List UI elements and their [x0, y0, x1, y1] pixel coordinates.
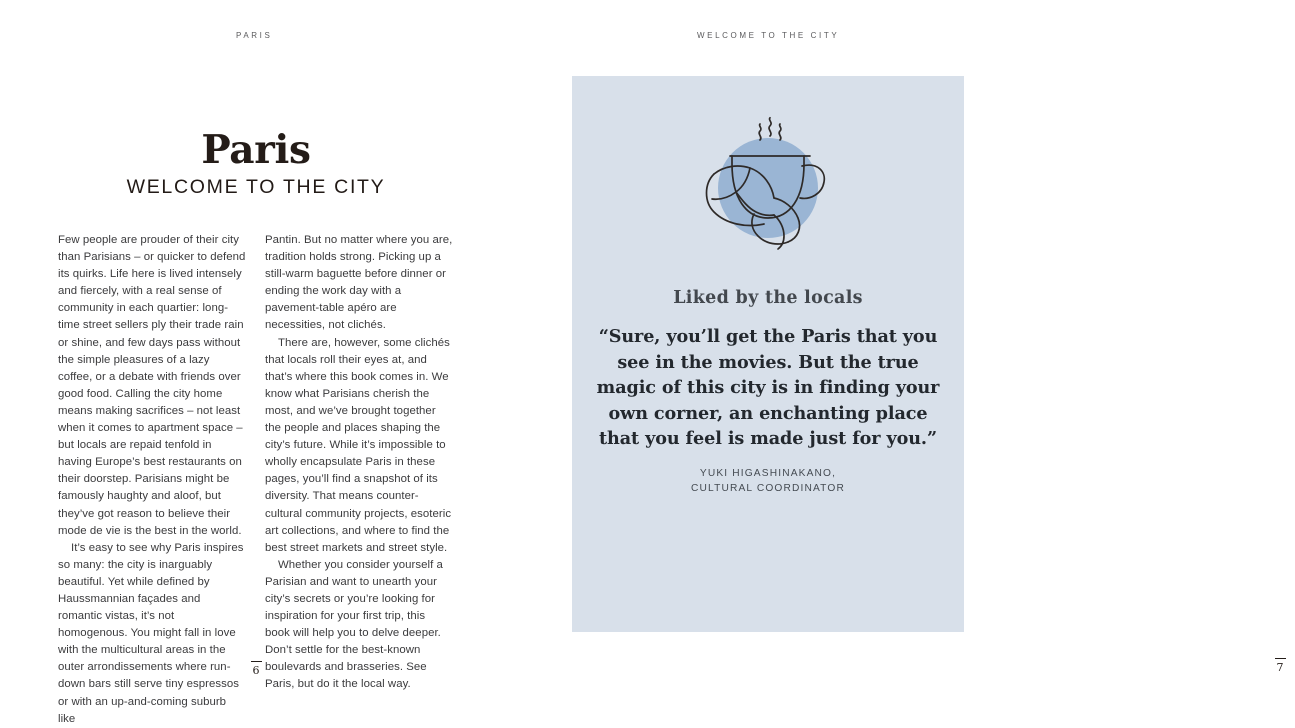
quote-panel: [572, 76, 964, 632]
paragraph: Pantin. But no matter where you are, tradition holds strong. Picking up a still-warm baguette before dinner or ending the work day with a pavement-table apéro are necessities, not clichés.: [265, 234, 453, 332]
quote-heading: Liked by the locals: [673, 288, 863, 308]
attribution-name: YUKI HIGASHINAKANO,: [699, 468, 837, 479]
page-number-left: [241, 661, 271, 677]
paragraph: It’s easy to see why Paris inspires so many: the city is inarguably beautiful. Yet while defined by Haussmannian façades and romantic vistas, it’s not homogenous. You might fall in love with the multicultural areas in the outer arrondissements where run-down bars still serve tiny espressos or with an up-and-coming suburb like: [58, 541, 244, 725]
folio-rule: [1275, 658, 1286, 659]
paragraph: There are, however, some clichés that locals roll their eyes at, and that’s where this book comes in. We know what Parisians cherish the most, and we’ve brought together the people and places shaping the city’s future. While it’s impossible to wholly encapsulate Paris in these pages, you’ll find a snapshot of its diversity. That means counter-cultural community projects, esoteric art collections, and where to find the best street markets and street style.: [265, 336, 452, 554]
body-column-2: [265, 232, 453, 728]
left-page: [0, 0, 512, 725]
quote-line: magic of this city is in finding your: [596, 377, 940, 398]
paragraph: Whether you consider yourself a Parisian and want to unearth your city’s secrets or you’re looking for inspiration for your first trip, this book will help you to delve deeper. Don’t settle for the best-known boulevards and brasseries. See Paris, but do it the local way.: [265, 558, 443, 691]
page-number-text: 6: [252, 664, 260, 677]
quote-line: see in the movies. But the true: [617, 351, 919, 373]
right-page: [512, 0, 1284, 706]
pull-quote: [590, 324, 946, 452]
page-title-text: Paris: [187, 127, 324, 173]
paragraph: Few people are prouder of their city than Parisians – or quicker to defend its quirks. Life here is lived intensely and fiercely, with a real sense of community in each quartier: long-time street sellers ply their trade rain or shine, and few days pass without the simple pleasures of a lazy coffee, or a debate with friends over good food. Calling the city home means making sacrifices – not least when it comes to apartment space – but locals are repaid tenfold in having Europe’s best restaurants on their doorstep. Parisians might be famously haughty and aloof, but they’ve got reason to believe their mode de vie is the best in the world.: [58, 234, 246, 537]
running-head-right: WELCOME TO THE CITY: [697, 31, 840, 40]
page-subtitle: WELCOME TO THE CITY: [126, 176, 386, 198]
attribution-role: CULTURAL COORDINATOR: [691, 483, 845, 494]
page-number-text: 7: [1276, 661, 1284, 674]
folio-rule: [251, 661, 262, 662]
running-head-left: PARIS: [236, 31, 273, 40]
page-title: [58, 128, 454, 172]
page-number-right: [1265, 658, 1295, 674]
body-columns: [58, 232, 454, 728]
title-block: [58, 128, 454, 172]
quote-line: own corner, an enchanting place: [608, 402, 928, 424]
body-column-1: [58, 232, 246, 728]
quote-line: “Sure, you’ll get the Paris that you: [598, 326, 938, 347]
quote-line: that you feel is made just for you.”: [599, 428, 937, 449]
croissant-and-coffee-cup-icon: [698, 116, 838, 256]
quote-attribution: [592, 466, 944, 496]
